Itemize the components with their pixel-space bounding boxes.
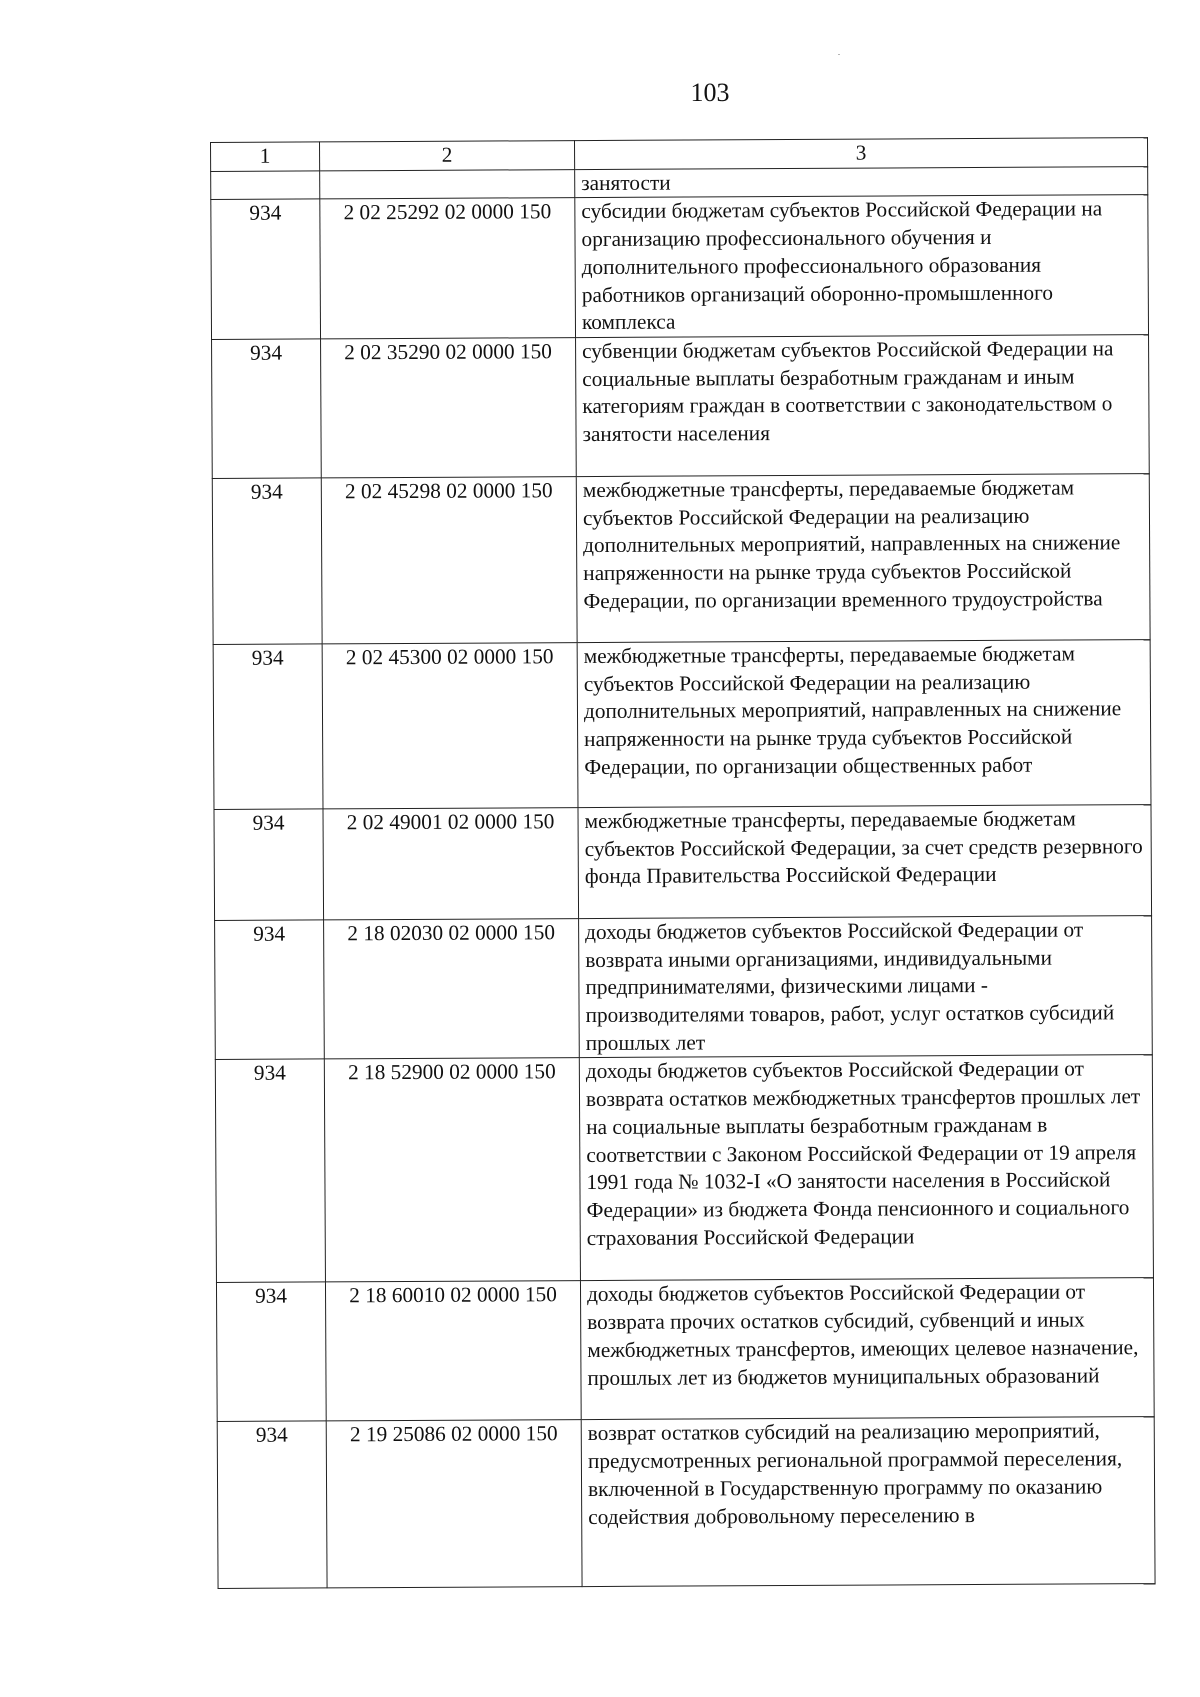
cell-admin-code [211, 171, 320, 200]
cell-description: доходы бюджетов субъектов Российской Федерации от возврата прочих остатков субсидий, субвенций и иных межбюджетных трансфертов, имеющих целевое назначение, прошлых лет из бюджетов муниципальных образований [580, 1278, 1154, 1420]
table-row [211, 195, 1149, 339]
cell-budget-code: 2 02 45298 02 0000 150 [321, 477, 577, 644]
table-row [215, 916, 1153, 1060]
budget-code-table-wrapper [210, 137, 1155, 1578]
table-row [217, 1417, 1155, 1589]
cell-description: субвенции бюджетам субъектов Российской Федерации на социальные выплаты безработным гражданам и иным категориям граждан в соответствии с законодательством о занятости населения [576, 335, 1150, 477]
table-row [213, 640, 1151, 810]
cell-admin-code: 934 [212, 339, 322, 479]
page-number: 103 [690, 78, 730, 107]
cell-admin-code: 934 [217, 1421, 327, 1589]
table-row [214, 805, 1152, 921]
cell-budget-code: 2 02 45300 02 0000 150 [322, 643, 578, 809]
table-row [215, 1055, 1153, 1283]
cell-admin-code: 934 [215, 1059, 325, 1283]
table-row [212, 335, 1150, 479]
cell-admin-code: 934 [211, 199, 321, 339]
cell-budget-code [320, 169, 575, 199]
table-row [216, 1278, 1154, 1422]
cell-description: возврат остатков субсидий на реализацию мероприятий, предусмотренных региональной программой переселения, включенной в Государственную программу по оказанию содействия добровольному переселению в [581, 1417, 1155, 1587]
cell-budget-code: 2 02 35290 02 0000 150 [321, 338, 577, 478]
header-cell-1: 1 [211, 142, 320, 171]
cell-budget-code: 2 02 49001 02 0000 150 [323, 808, 579, 920]
cell-description: доходы бюджетов субъектов Российской Федерации от возврата иными организациями, индивидуальными предпринимателями, физическими лицами - производителями товаров, работ, услуг остатков субсидий прошлых лет [579, 916, 1153, 1059]
cell-admin-code: 934 [213, 644, 323, 810]
cell-admin-code: 934 [212, 478, 322, 645]
cell-description: занятости [575, 166, 1148, 198]
cell-admin-code: 934 [215, 920, 325, 1060]
cell-admin-code: 934 [216, 1282, 326, 1422]
header-cell-2: 2 [320, 141, 575, 171]
cell-budget-code: 2 19 25086 02 0000 150 [326, 1420, 582, 1588]
cell-admin-code: 934 [214, 809, 324, 921]
cell-description: доходы бюджетов субъектов Российской Федерации от возврата остатков межбюджетных трансфертов прошлых лет на социальные выплаты безработным гражданам в соответствии с Законом Российской Федерации от 19 апреля 1991 года № 1032-I «О занятости населения в Российской Федерации» из бюджета Фонда пенсионного и социального страхования Российской Федерации [579, 1055, 1153, 1281]
table-row [212, 474, 1150, 645]
cell-description: межбюджетные трансферты, передаваемые бюджетам субъектов Российской Федерации на реализацию дополнительных мероприятий, направленных на снижение напряженности на рынке труда субъектов Российской Федерации, по организации временного трудоустройства [576, 474, 1150, 643]
cell-budget-code: 2 18 60010 02 0000 150 [325, 1281, 581, 1421]
cell-budget-code: 2 02 25292 02 0000 150 [320, 198, 576, 339]
cell-budget-code: 2 18 02030 02 0000 150 [324, 919, 580, 1060]
cell-description: межбюджетные трансферты, передаваемые бюджетам субъектов Российской Федерации на реализацию дополнительных мероприятий, направленных на снижение напряженности на рынке труда субъектов Российской Федерации, по организации общественных работ [577, 640, 1151, 808]
scan-artifact [838, 54, 840, 55]
cell-budget-code: 2 18 52900 02 0000 150 [324, 1058, 580, 1282]
budget-code-table [210, 137, 1156, 1589]
header-cell-3: 3 [574, 138, 1147, 170]
cell-description: субсидии бюджетам субъектов Российской Федерации на организацию профессионального обучения и дополнительного профессионального образования работников организаций оборонно-промышленного комплекса [575, 195, 1149, 338]
cell-description: межбюджетные трансферты, передаваемые бюджетам субъектов Российской Федерации, за счет средств резервного фонда Правительства Российской Федерации [578, 805, 1152, 919]
